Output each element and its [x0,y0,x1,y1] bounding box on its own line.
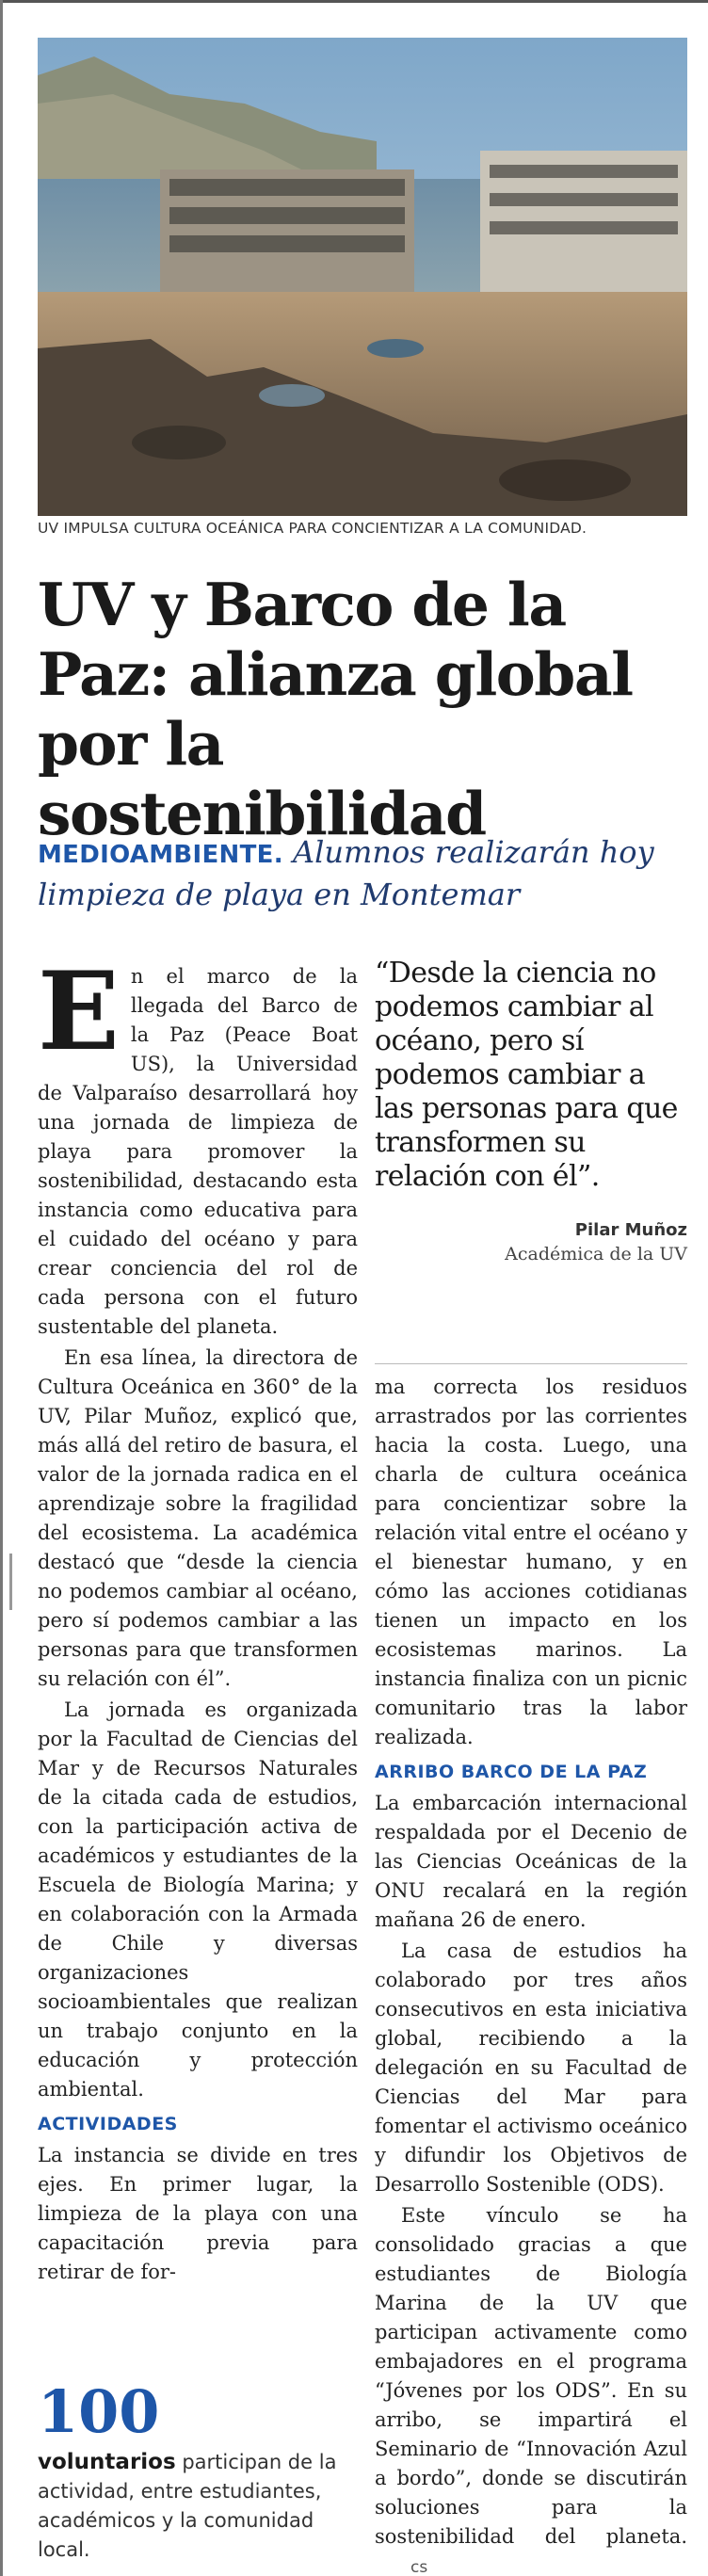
stat-text [38,2448,358,2565]
quote-divider [375,1363,687,1364]
paragraph-6: La casa de estudios ha colaborado por tres años consecutivos en esta iniciativa global, recibiendo a la delegación en su Facultad de Ciencias del Mar para fomentar el activismo oceánico y difundir los Objetivos de Desarrollo Sostenible (ODS). [375,1940,687,2196]
paragraph-1 [38,948,358,1342]
paragraph-7 [375,2201,687,2576]
paragraph-5: La embarcación internacional respaldada por el Decenio de las Ciencias Oceánicas de la ONU recalará en la región mañana 26 de enero. [375,1792,687,1931]
article-photo [38,38,687,516]
stat-rest: participan de la actividad, entre estudiantes, académicos y la comunidad local. [38,2451,337,2561]
subhead-text: Alumnos realizarán hoy limpieza de playa en Montemar [38,834,654,912]
quote-text: “Desde la ciencia no podemos cambiar al océano, pero sí podemos cambiar a las personas para que transformen su relación con él”. [375,957,678,1193]
top-rule [0,0,708,3]
paragraph-1-text: n el marco de la llegada del Barco de la Paz (Peace Boat US), la Universidad de Valparaíso desarrollará hoy una jornada de limpieza de playa para promover la sostenibilidad, destacando esta instancia como educativa para el cuidado del océano y para crear conciencia del rol de cada persona con el futuro sustentable del planeta. [38,965,358,1338]
paragraph-4-continued: ma correcta los residuos arrastrados por las corrientes hacia la costa. Luego, una charla de cultura oceánica para concientizar sobre la relación vital entre el océano y el bienestar humano, y en cómo las acciones cotidianas tienen un impacto en los ecosistemas marinos. La instancia finaliza con un picnic comunitario tras la labor realizada. [375,1376,687,1748]
paragraph-3: La jornada es organizada por la Facultad de Ciencias del Mar y de Recursos Naturales de la citada cada de estudios, con la participación activa de académicos y estudiantes de la Escuela de Biología Marina; y en colaboración con la Armada de Chile y diversas organizaciones socioambientales que realizan un trabajo conjunto en la educación y protección ambiental. [38,1699,358,2101]
coastal-building-photo-icon [38,38,687,516]
margin-marker [9,1554,12,1610]
paragraph-7-text: Este vínculo se ha consolidado gracias a que estudiantes de Biología Marina de la UV que participan activamente como embajadores en el programa “Jóvenes por los ODS”. En su arribo, se impartirá el Seminario de “Innovación Azul a bordo”, donde se discutirán soluciones para la sostenibilidad del planeta. [375,2204,687,2548]
stat-bold: voluntarios [38,2450,176,2474]
body-column-1 [38,948,358,2289]
headline: UV y Barco de la Paz: alianza global por la sostenibilidad [38,570,633,848]
left-rule [0,0,3,2576]
section-head-arribo: ARRIBO BARCO DE LA PAZ [375,1762,648,1782]
quote-author: Pilar Muñoz [574,1220,687,1240]
section-head-actividades: ACTIVIDADES [38,2114,178,2134]
pull-quote [375,957,687,1264]
end-mark-icon: cs [410,2558,428,2576]
subhead-kicker: MEDIOAMBIENTE. [38,841,283,869]
quote-author-role: Académica de la UV [505,1244,687,1264]
drop-cap: E [38,948,120,1074]
photo-caption: UV IMPULSA CULTURA OCEÁNICA PARA CONCIENTIZAR A LA COMUNIDAD. [38,520,587,537]
stat-number: 100 [38,2377,160,2446]
paragraph-2: En esa línea, la directora de Cultura Oceánica en 360° de la UV, Pilar Muñoz, explicó que, más allá del retiro de basura, el valor de la jornada radica en el aprendizaje sobre la fragilidad del ecosistema. La académica destacó que “desde la ciencia no podemos cambiar al océano, pero sí podemos cambiar a las personas para que transformen su relación con él”. [38,1346,358,1690]
body-column-2 [375,1373,687,2576]
stat-box [38,2377,358,2565]
paragraph-4-start: La instancia se divide en tres ejes. En primer lugar, la limpieza de la playa con una capacitación previa para retirar de for- [38,2144,358,2283]
subhead [38,832,687,914]
